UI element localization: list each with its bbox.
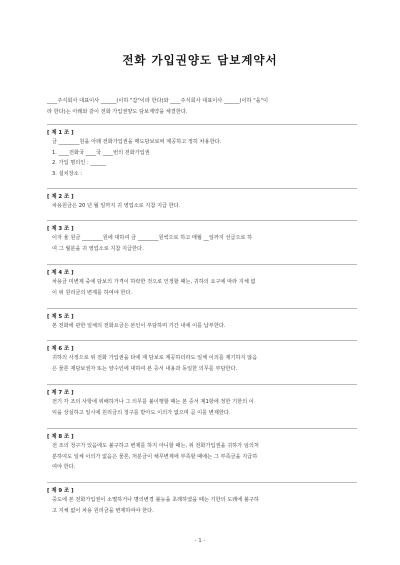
article-6-body [52, 353, 357, 374]
divider [47, 220, 357, 221]
article-5-heading: [ 제 5 조 ] [47, 314, 74, 320]
article-2-heading: [ 제 2 조 ] [47, 194, 74, 200]
article-line: 익을 상실하고 일시에 원리금의 청구를 받아도 이의가 없으며 곧 이를 변제한다. [52, 409, 231, 416]
article-3-heading: [ 제 3 조 ] [47, 226, 74, 232]
divider [47, 428, 357, 429]
article-line: 이 위 원리금의 변제를 하여야 한다. [52, 289, 133, 296]
article-3-body [52, 233, 357, 254]
article-4-heading: [ 제 4 조 ] [47, 270, 74, 276]
divider [47, 482, 357, 483]
article-line: 차용원금은 20 년 월 일까지 귀 영업소로 지참 지급 한다. [52, 203, 181, 209]
article-1-heading: [ 제 1 조 ] [47, 130, 74, 136]
article-line: 고 지체 없이 차용 원리금을 변제하여야 한다. [52, 507, 154, 514]
article-line: 1. ____전화국 ____국 ____번의 전화가입권 [52, 149, 150, 156]
article-9-body [52, 495, 357, 516]
divider [47, 188, 357, 189]
divider [47, 124, 357, 125]
divider [47, 340, 357, 341]
article-line: 전기 각 조의 사항에 위배하거나 그 의무를 불이행할 때는 본 증서 제1항에 정한 기한의 이 [52, 399, 254, 405]
article-9-heading: [ 제 9 조 ] [47, 488, 74, 494]
article-line: 2. 가입 명의인 : ______ [52, 160, 106, 166]
article-8-heading: [ 제 8 조 ] [47, 434, 74, 440]
divider [47, 384, 357, 385]
article-line: 3. 설치장소 : [52, 170, 83, 177]
article-2-body [52, 201, 357, 212]
article-line: 중도에 본 전화가입권이 소멸하거나 명의변경 불능을 초래하였을 때는 기한의 도래에 불구하 [52, 497, 259, 503]
article-1-body [52, 137, 357, 179]
intro-line: 라 한다)는 아래와 같이 전화 가입권양도 담보계약을 체결한다. [47, 108, 188, 115]
article-7-body [52, 397, 357, 418]
article-6-heading: [ 제 6 조 ] [47, 346, 74, 352]
article-line: 여 그 월분을 귀 영업소로 지참 지급한다. [52, 245, 144, 252]
article-line: 은 물론 재담보권자 또는 양수인에 대하여 본 증서 내용과 동일한 의무를 부담한다. [52, 365, 238, 372]
article-line: 전 조의 청구가 있음에도 불구하고 변제를 하지 아니할 때는, 위 전화가입권을 귀하가 임의처 [52, 443, 259, 449]
page-number: - 1 - [194, 538, 206, 544]
article-line: 분하여도 일체 이의가 없음은 물론, 처분금이 채무변제에 부족할 때에는 그 부족금을 지급하 [52, 453, 258, 460]
divider [47, 264, 357, 265]
article-5-body [52, 321, 357, 332]
article-line: 이자 율 원금 ________원에 대하여 금 ________원씩으로 하고 매월 __일까지 선급으로 하 [52, 235, 253, 241]
article-line: 귀하의 사정으로 위 전화 가입권을 타에 재 담보로 제공하더라도 일체 이의를 제기하지 않음 [52, 355, 258, 361]
document-title: 전화 가입권양도 담보계약서 [122, 53, 278, 67]
article-line: 여야 한다. [52, 464, 76, 470]
divider [47, 308, 357, 309]
article-8-body [52, 441, 357, 473]
article-line: 금 ________원을 아래 전화가입권을 매도담보로써 제공하고 정히 차용한다. [52, 139, 222, 145]
intro-paragraph [47, 96, 367, 117]
article-7-heading: [ 제 7 조 ] [47, 390, 74, 396]
article-line: 본 전화에 관한 일체의 전화요금은 본인이 부담하며 기간 내에 이를 납부한다. [52, 323, 226, 329]
article-line: 차용금 미변제 중에 담보의 가격이 하락한 것으로 인정할 때는, 귀하의 요구에 따라 지체 없 [52, 279, 256, 285]
article-4-body [52, 277, 357, 298]
intro-line: ____주식회사 대표이사 ______(이하 "갑"이라 한다)와 ____주식회사 대표이사 ______(이하 "을"이 [47, 98, 268, 104]
